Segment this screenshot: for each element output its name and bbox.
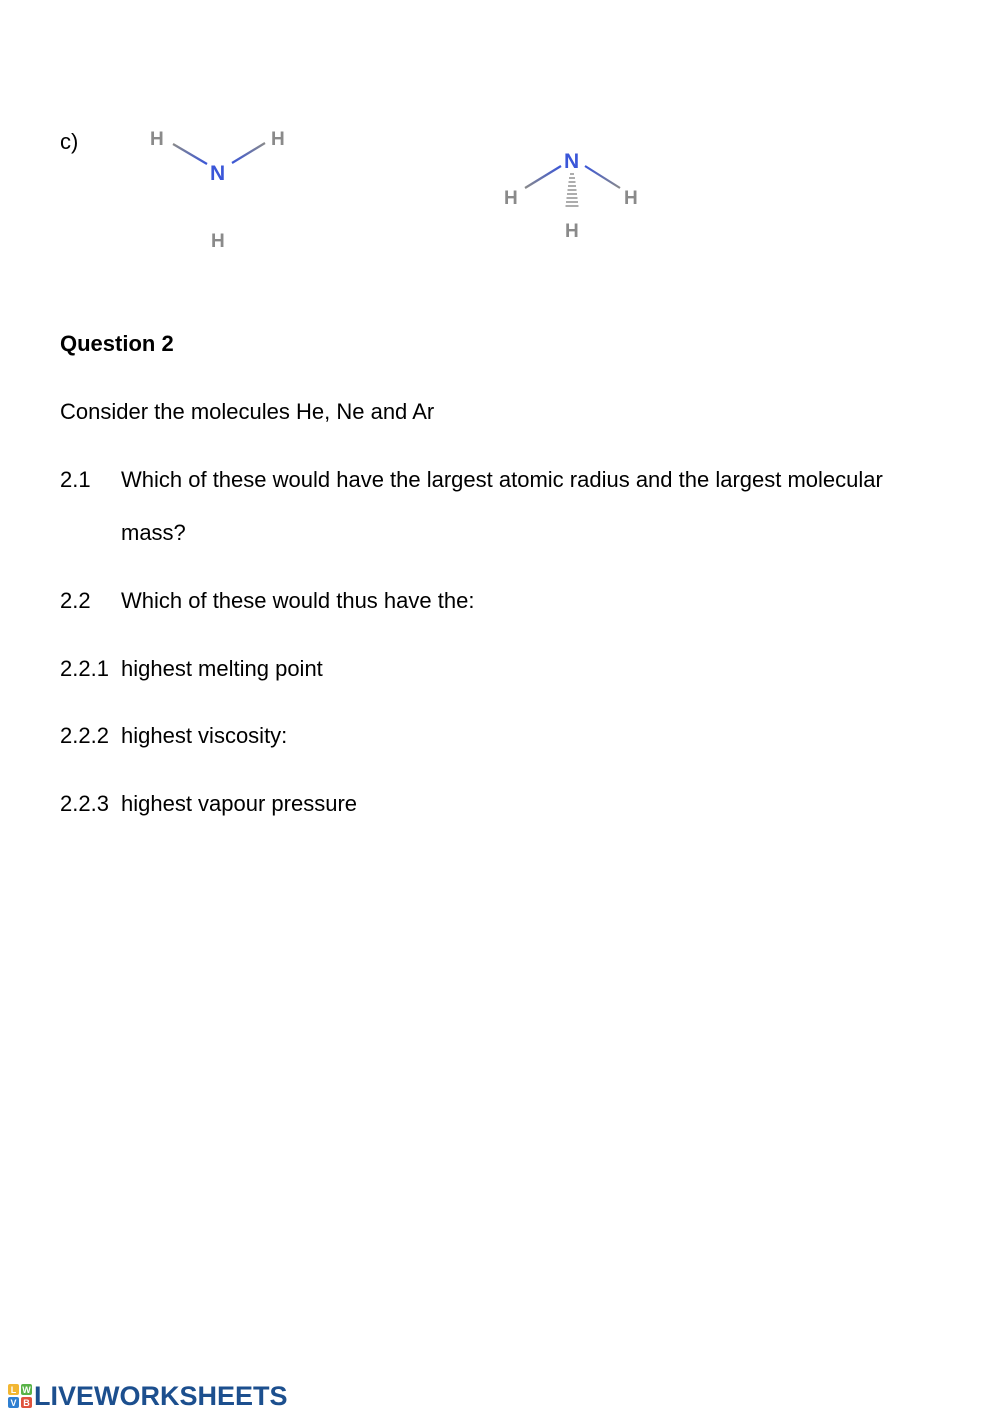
ammonia-molecule-planar — [140, 118, 320, 258]
atom-n: N — [210, 162, 226, 185]
question-title: Question 2 — [60, 331, 174, 356]
bond-n-h-right — [585, 166, 620, 188]
question-intro: Consider the molecules He, Ne and Ar — [60, 399, 435, 424]
liveworksheets-logo[interactable] — [8, 1381, 288, 1411]
item-text: highest vapour pressure — [121, 791, 358, 816]
svg-text:B: B — [23, 1398, 30, 1408]
item-number: 2.2.1 — [60, 656, 109, 681]
item-text: Which of these would thus have the: — [121, 588, 475, 613]
item-number: 2.1 — [60, 467, 91, 492]
liveworksheets-logo-mark-icon — [8, 1384, 32, 1408]
bond-n-h-left — [525, 166, 561, 188]
logo-text: LIVEWORKSHEETS — [34, 1380, 288, 1411]
svg-text:V: V — [10, 1398, 17, 1408]
item-text-continued: mass? — [121, 520, 186, 545]
item-number: 2.2.3 — [60, 791, 109, 816]
atom-h2: H — [271, 129, 285, 150]
svg-text:W: W — [22, 1385, 31, 1395]
ammonia-molecule-3d — [495, 142, 675, 252]
item-number: 2.2 — [60, 588, 91, 613]
atom-h1: H — [504, 188, 518, 209]
atom-h1: H — [150, 129, 164, 150]
bond-n-h2 — [232, 143, 265, 163]
item-text: highest viscosity: — [121, 723, 288, 748]
atom-h3: H — [565, 221, 579, 242]
part-c-label: c) — [60, 129, 79, 154]
bond-n-h1 — [173, 144, 207, 164]
atom-n: N — [564, 150, 580, 173]
item-text: highest melting point — [121, 656, 323, 681]
item-number: 2.2.2 — [60, 723, 109, 748]
item-text: Which of these would have the largest atomic radius and the largest molecular — [121, 467, 883, 492]
hashed-wedge-bond — [566, 174, 579, 206]
atom-h3: H — [211, 231, 225, 252]
svg-text:L: L — [10, 1385, 17, 1395]
atom-h2: H — [624, 188, 638, 209]
